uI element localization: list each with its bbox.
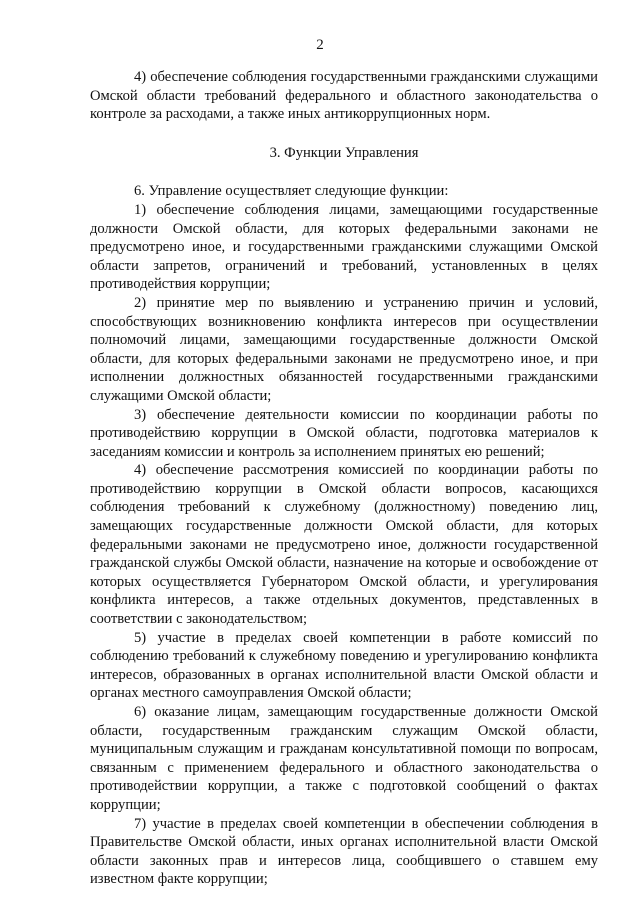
section-heading: 3. Функции Управления bbox=[269, 144, 419, 161]
functions-lead: 6. Управление осуществляет следующие функции: bbox=[134, 183, 449, 200]
function-item-2: 2) принятие мер по выявлению и устранению причин и условий, способствующих возникновению конфликта интересов при осуществлении полномочий лицами, замещающими государственные должности Омской области, для которых федеральными законами не предусмотрено иное, и при исполнении должностных обязанностей государственными гражданскими служащими Омской области; bbox=[90, 294, 598, 404]
function-item-5: 5) участие в пределах своей компетенции в работе комиссий по соблюдению требований к служебному поведению и урегулированию конфликта интересов, образованных в органах исполнительной власти Омской области и органах местного самоуправления Омской области; bbox=[90, 629, 598, 702]
function-item-1: 1) обеспечение соблюдения лицами, замещающими государственные должности Омской области, для которых федеральными законами не предусмотрено иное, и государственными гражданскими служащими Омской области запретов, ограничений и требований, установленных в целях противодействия коррупции; bbox=[90, 201, 598, 293]
function-item-6: 6) оказание лицам, замещающим государственные должности Омской области, государственным гражданским служащим Омской области, муниципальным служащим и гражданам консультативной помощи по вопросам, связанным с применением федерального и областного законодательства о противодействии коррупции, а также с подготовкой сообщений о фактах коррупции; bbox=[90, 704, 598, 813]
intro-item: 4) обеспечение соблюдения государственными гражданскими служащими Омской области требований федерального и областного законодательства о контроле за расходами, а также иных антикоррупционных норм. bbox=[90, 69, 598, 123]
function-item-4: 4) обеспечение рассмотрения комиссией по координации работы по противодействию коррупции в Омской области вопросов, касающихся соблюдения требований к служебному (должностному) поведению лиц, замещающих государственные должности Омской области, для которых федеральными законами не предусмотрено иное, должности государственной гражданской службы Омской области, назначение на которые и освобождение от которых осуществляется Губернатором Омской области, и урегулирования конфликта интересов, а также отдельных документов, представленных в соответствии с законодательством; bbox=[90, 462, 598, 628]
function-item-7: 7) участие в пределах своей компетенции в обеспечении соблюдения в Правительстве Омской области, иных органах исполнительной власти Омской области законных прав и интересов лица, сообщившего о ставшем ему известном факте коррупции; bbox=[90, 815, 598, 888]
function-item-3: 3) обеспечение деятельности комиссии по координации работы по противодействию коррупции в Омской области, подготовка материалов к заседаниям комиссии и контроль за исполнением принятых ею решений; bbox=[90, 406, 598, 460]
document-body bbox=[90, 68, 598, 889]
page-number: 2 bbox=[316, 37, 324, 53]
